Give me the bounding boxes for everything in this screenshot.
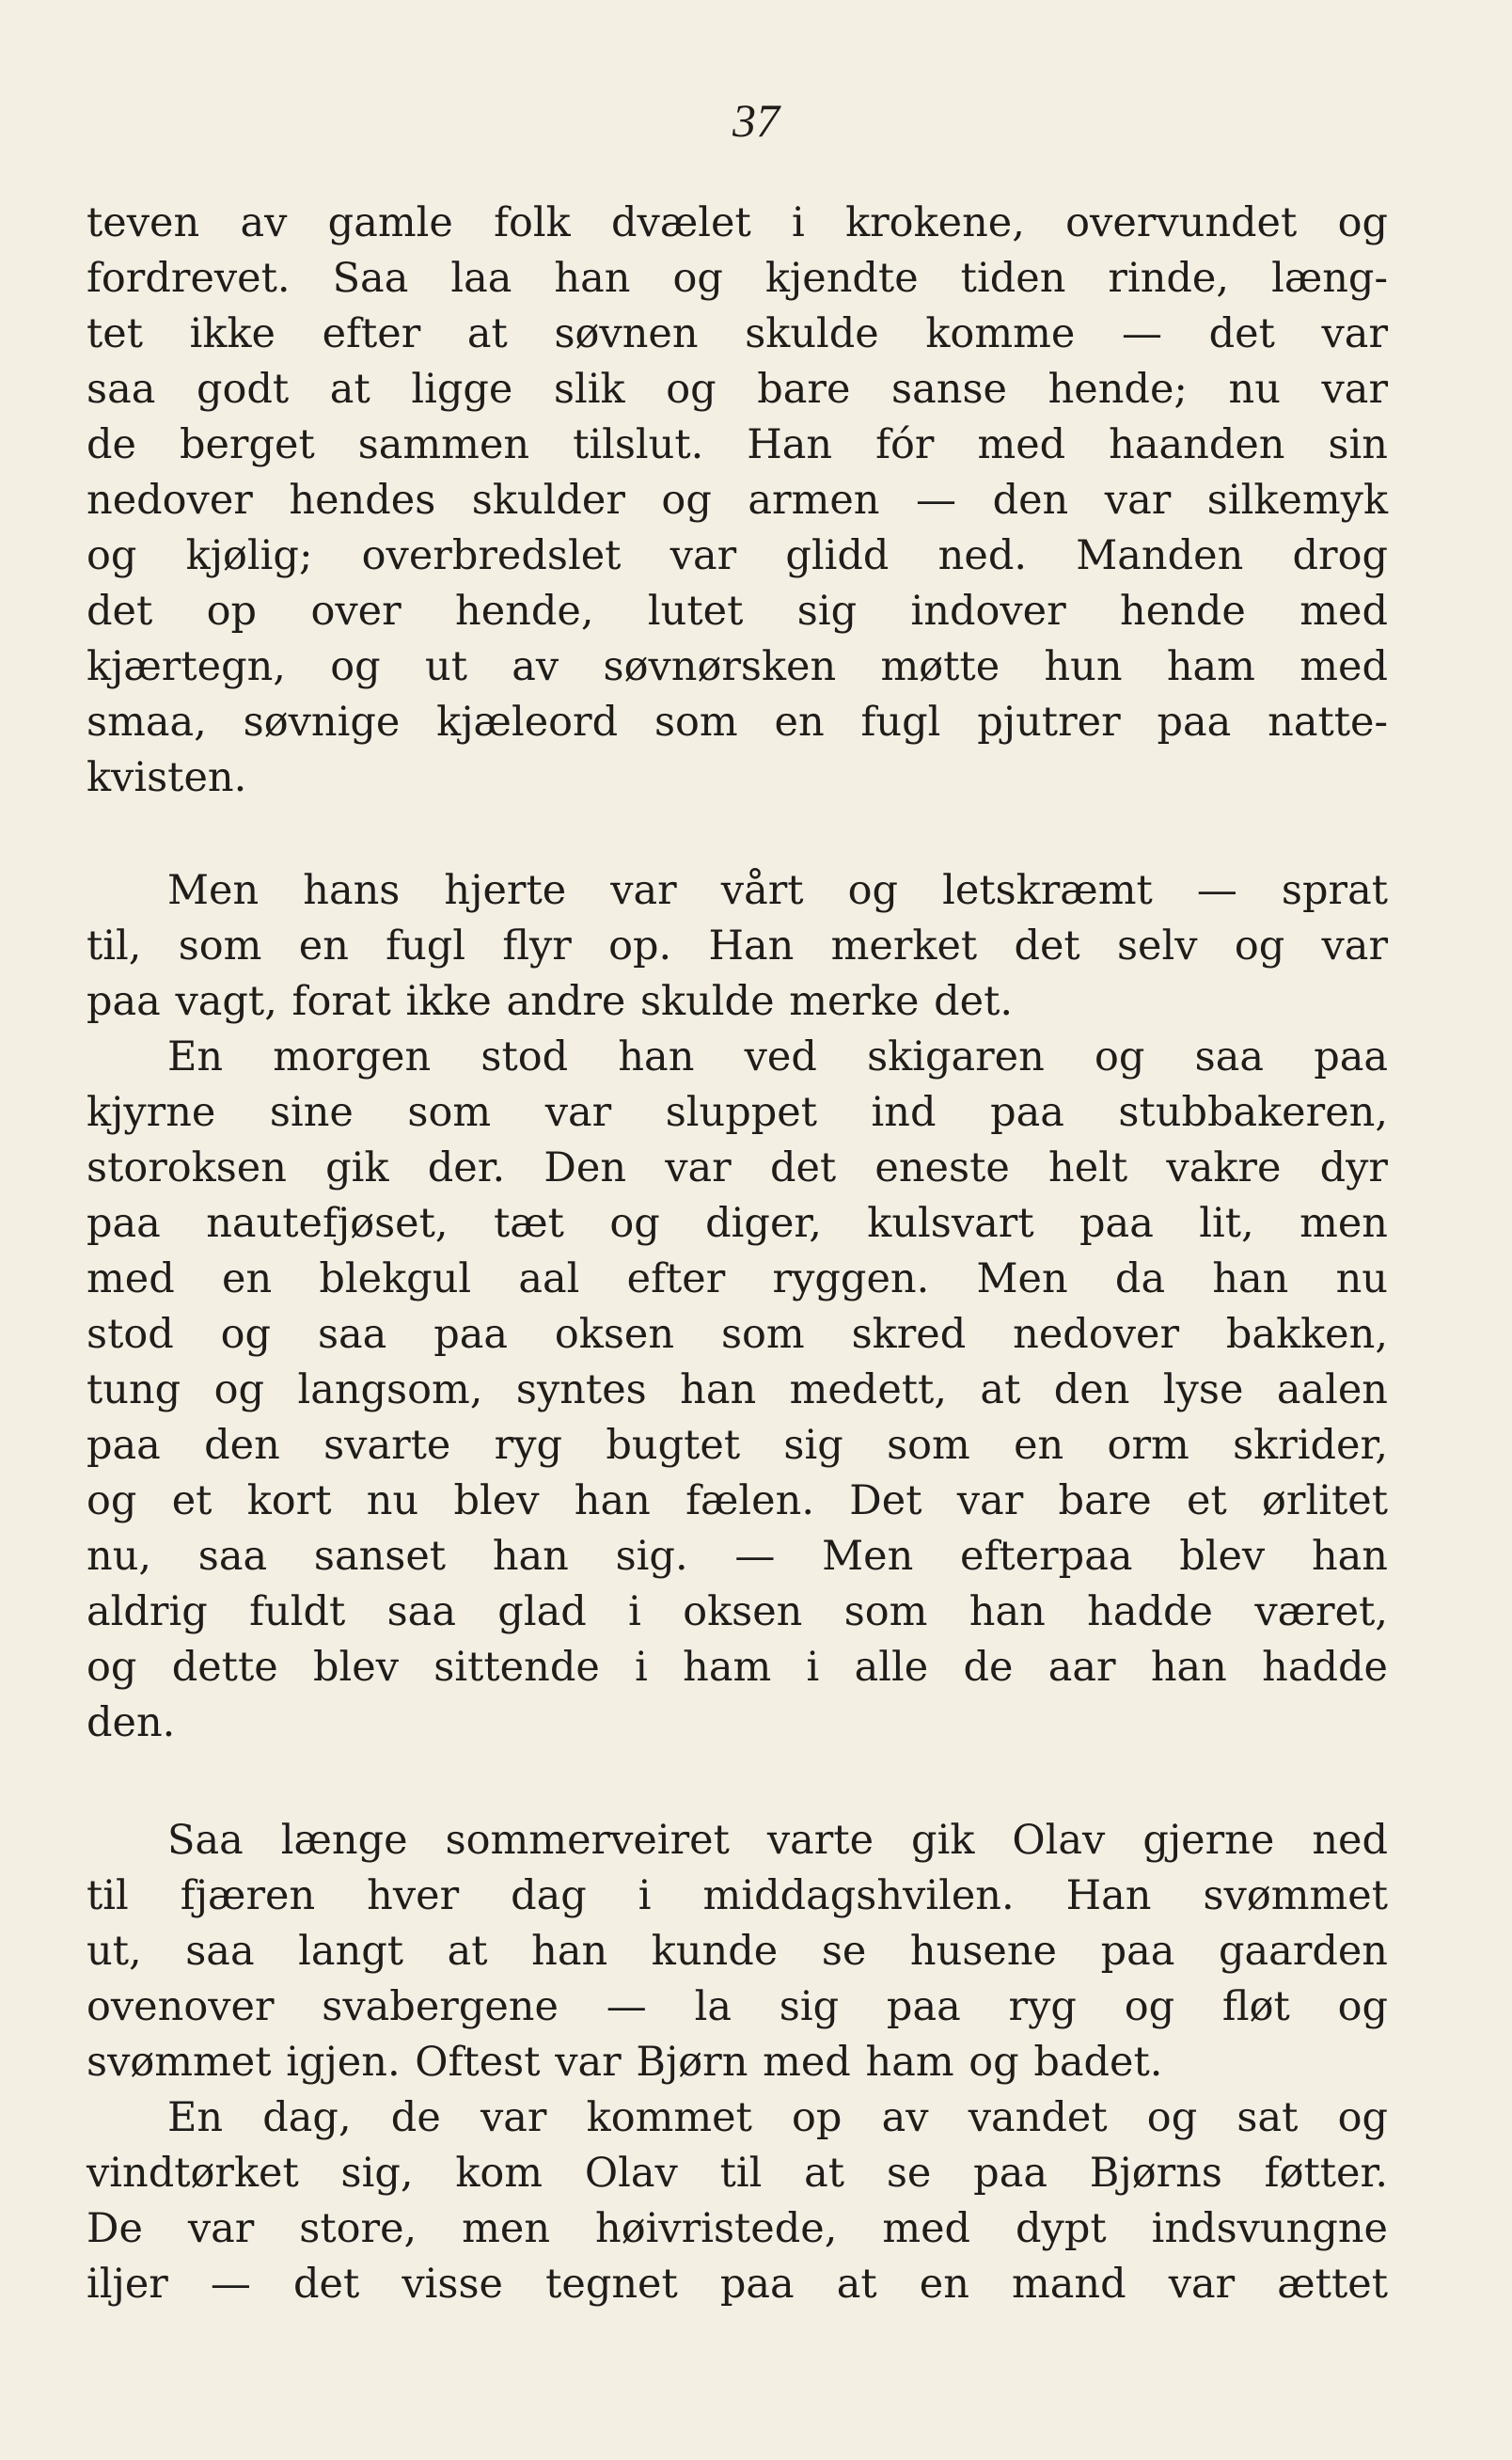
text-line: med en blekgul aal efter ryggen. Men da han nu bbox=[87, 1255, 1388, 1302]
text-line: En dag, de var kommet op av vandet og sat og bbox=[167, 2094, 1388, 2141]
page-number: 37 bbox=[732, 94, 780, 147]
paragraph-4 bbox=[87, 1813, 1388, 2090]
text-line: Men hans hjerte var vårt og letskræmt — sprat bbox=[167, 867, 1388, 914]
text-line: De var store, men høivristede, med dypt indsvungne bbox=[87, 2205, 1388, 2252]
text-line: tung og langsom, syntes han medett, at den lyse aalen bbox=[87, 1366, 1388, 1413]
text-line: vindtørket sig, kom Olav til at se paa Bjørns føtter. bbox=[87, 2150, 1388, 2197]
text-line: svømmet igjen. Oftest var Bjørn med ham og badet. bbox=[87, 2039, 1163, 2086]
text-line: til fjæren hver dag i middagshvilen. Han svømmet bbox=[87, 1872, 1388, 1919]
text-line: og dette blev sittende i ham i alle de aar han hadde bbox=[87, 1644, 1388, 1691]
text-line: En morgen stod han ved skigaren og saa paa bbox=[167, 1033, 1388, 1080]
text-line: paa nautefjøset, tæt og diger, kulsvart paa lit, men bbox=[87, 1200, 1388, 1247]
text-line: kjærtegn, og ut av søvnørsken møtte hun ham med bbox=[87, 643, 1388, 690]
paragraph-3 bbox=[87, 1030, 1388, 1751]
text-line: paa den svarte ryg bugtet sig som en orm skrider, bbox=[87, 1422, 1388, 1469]
text-line: storoksen gik der. Den var det eneste helt vakre dyr bbox=[87, 1144, 1388, 1191]
text-line: til, som en fugl flyr op. Han merket det selv og var bbox=[87, 922, 1388, 970]
text-line: nedover hendes skulder og armen — den var silkemyk bbox=[87, 477, 1388, 524]
text-line: det op over hende, lutet sig indover hende med bbox=[87, 588, 1388, 635]
text-line: de berget sammen tilslut. Han fór med haanden sin bbox=[87, 421, 1388, 468]
text-line: saa godt at ligge slik og bare sanse hende; nu var bbox=[87, 366, 1388, 413]
text-line: stod og saa paa oksen som skred nedover bakken, bbox=[87, 1311, 1388, 1358]
text-line: Saa længe sommerveiret varte gik Olav gjerne ned bbox=[167, 1817, 1388, 1864]
paragraph-1 bbox=[87, 196, 1388, 806]
text-line: fordrevet. Saa laa han og kjendte tiden rinde, læng- bbox=[87, 255, 1388, 302]
text-line: ovenover svabergene — la sig paa ryg og fløt og bbox=[87, 1983, 1388, 2030]
text-line: og kjølig; overbredslet var glidd ned. Manden drog bbox=[87, 532, 1388, 579]
text-line: nu, saa sanset han sig. — Men efterpaa blev han bbox=[87, 1533, 1388, 1580]
paragraph-5 bbox=[87, 2090, 1388, 2312]
text-line: tet ikke efter at søvnen skulde komme — det var bbox=[87, 310, 1388, 357]
text-line: kjyrne sine som var sluppet ind paa stubbakeren, bbox=[87, 1089, 1388, 1136]
text-line: paa vagt, forat ikke andre skulde merke det. bbox=[87, 978, 1014, 1025]
text-line: ut, saa langt at han kunde se husene paa gaarden bbox=[87, 1928, 1388, 1975]
text-line: iljer — det visse tegnet paa at en mand var ættet bbox=[87, 2261, 1388, 2308]
text-line: aldrig fuldt saa glad i oksen som han hadde været, bbox=[87, 1588, 1388, 1635]
text-line: kvisten. bbox=[87, 754, 247, 801]
text-line: teven av gamle folk dvælet i krokene, overvundet og bbox=[87, 199, 1388, 246]
text-line: og et kort nu blev han fælen. Det var bare et ørlitet bbox=[87, 1477, 1388, 1524]
paragraph-2 bbox=[87, 863, 1388, 1030]
text-line: den. bbox=[87, 1699, 176, 1746]
text-line: smaa, søvnige kjæleord som en fugl pjutrer paa natte- bbox=[87, 699, 1388, 746]
